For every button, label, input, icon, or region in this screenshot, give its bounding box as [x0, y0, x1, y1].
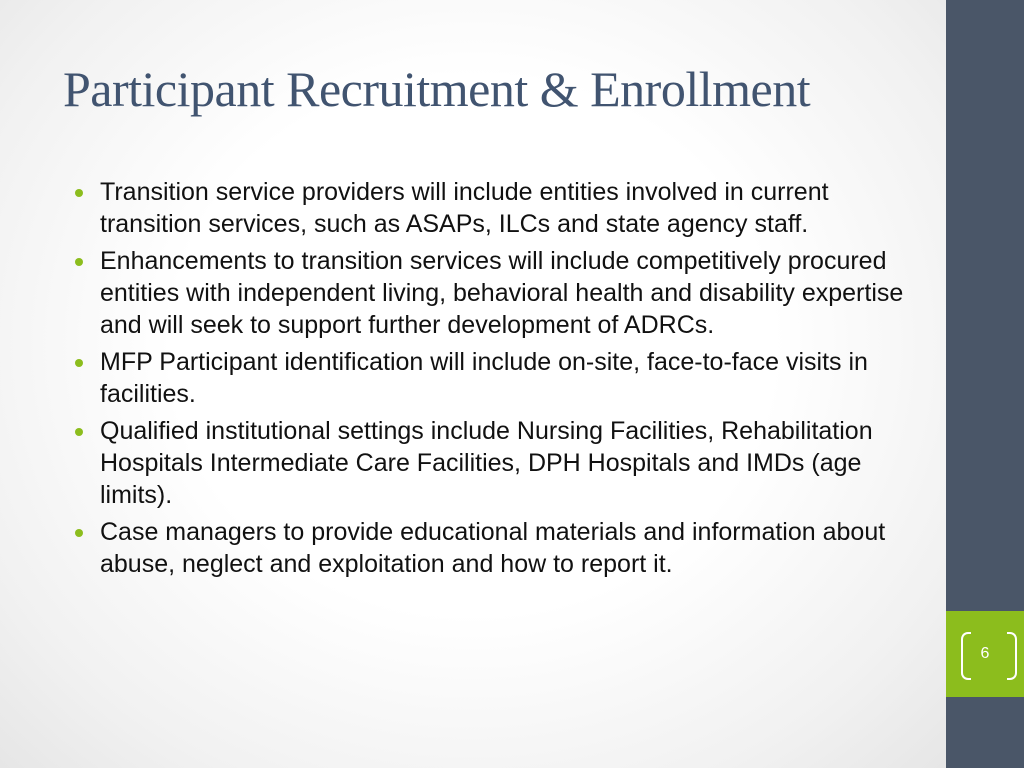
bullet-item	[100, 516, 910, 580]
bullet-item	[100, 415, 910, 511]
bullet-item	[100, 245, 910, 341]
bullet-item	[100, 346, 910, 410]
page-number: 6	[980, 645, 990, 662]
bullet-list	[100, 176, 910, 585]
bullet-text: Transition service providers will include entities involved in current transition services, such as ASAPs, ILCs and state agency staff.	[100, 178, 829, 238]
bullet-dot-icon	[75, 258, 83, 266]
bullet-dot-icon	[75, 529, 83, 537]
bullet-dot-icon	[75, 189, 83, 197]
bullet-item	[100, 176, 910, 240]
bullet-text: Case managers to provide educational materials and information about abuse, neglect and exploitation and how to report it.	[100, 518, 886, 578]
bullet-dot-icon	[75, 359, 83, 367]
bullet-text: Enhancements to transition services will include competitively procured entities with independent living, behavioral health and disability expertise and will seek to support further development of ADRCs.	[100, 247, 904, 339]
bullet-dot-icon	[75, 428, 83, 436]
slide-title: Participant Recruitment & Enrollment	[63, 61, 811, 117]
bullet-text: Qualified institutional settings include Nursing Facilities, Rehabilitation Hospitals Intermediate Care Facilities, DPH Hospitals and IMDs (age limits).	[100, 417, 873, 509]
bullet-text: MFP Participant identification will include on-site, face-to-face visits in facilities.	[100, 348, 868, 408]
